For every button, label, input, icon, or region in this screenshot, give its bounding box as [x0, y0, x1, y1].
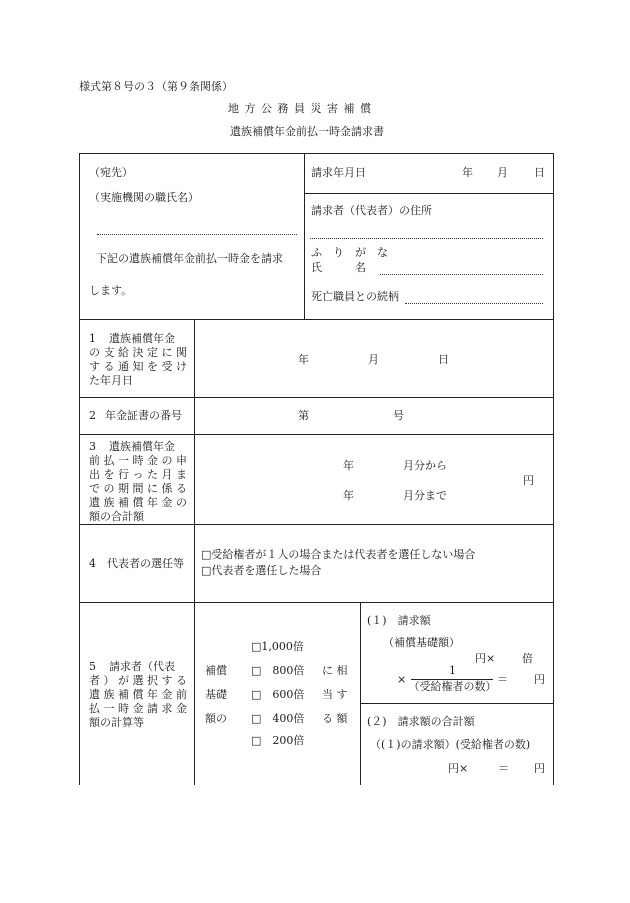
- row3-label-line2: 前払一時金の申: [89, 454, 187, 467]
- row2-dai: 第: [298, 409, 309, 422]
- row5-right-word-1: に 相: [322, 664, 348, 677]
- row1-label-line1: 遺族補償年金: [109, 332, 175, 345]
- row1-label-line2: の支給決定に関: [89, 346, 187, 359]
- row3-label-line4: での期間に係る: [89, 482, 187, 495]
- row4-number: 4: [89, 557, 96, 570]
- row1-day: 日: [438, 353, 449, 366]
- request-text-line1: 下記の遺族補償年金前払一時金を請求: [96, 252, 283, 265]
- row3-label-line5: 遺族補償年金の: [89, 496, 187, 509]
- sub1-label: (１) 請求額: [367, 614, 431, 627]
- sub2-label: (２) 請求額の合計額: [367, 715, 475, 728]
- row5-right-word-2: 当 す: [322, 688, 348, 701]
- row5-label-line4: 払一時金請求金: [89, 702, 187, 715]
- row5-label-line3: 遺族補償年金前: [89, 688, 187, 701]
- row2-number: 2: [89, 409, 96, 422]
- furigana-label: ふ り が な: [311, 246, 388, 259]
- claim-date-label: 請求年月日: [311, 166, 366, 179]
- relation-label: 死亡職員との続柄: [311, 290, 399, 303]
- row5-label-line2: 者）が選択する: [89, 674, 187, 687]
- row5-label-line1: 請求者（代表: [109, 660, 175, 673]
- row2-label: 年金証書の番号: [105, 409, 182, 422]
- sub2-formula: （(１)の請求額）(受給権者の数): [370, 738, 531, 751]
- sub1-numerator: 1: [449, 664, 456, 677]
- sub2-yen-times: 円×: [448, 762, 469, 775]
- sub1-yen: 円: [534, 673, 545, 686]
- row5-left-word-2: 基礎: [205, 688, 227, 701]
- sub2-equals: ＝: [498, 762, 509, 775]
- row3-yen: 円: [523, 474, 534, 487]
- form-title: 遺族補償年金前払一時金請求書: [230, 125, 384, 138]
- representative-option-selected[interactable]: □代表者を選任した場合: [201, 564, 322, 577]
- multiplier-option-200[interactable]: □ 200倍: [251, 734, 305, 747]
- row1-year: 年: [298, 353, 309, 366]
- multiplier-option-600[interactable]: □ 600倍: [251, 688, 305, 701]
- multiplier-option-1000[interactable]: □1,000倍: [251, 640, 304, 653]
- claim-date-year: 年: [462, 166, 473, 179]
- form-number: 様式第８号の３（第９条関係）: [79, 80, 233, 93]
- representative-option-none[interactable]: □受給権者が１人の場合または代表者を選任しない場合: [201, 548, 476, 561]
- sub1-bai: 倍: [522, 652, 533, 665]
- claim-date-month: 月: [497, 166, 508, 179]
- claimant-name-label: 氏 名: [311, 261, 366, 274]
- claim-date-day: 日: [534, 166, 545, 179]
- agency-name-field[interactable]: [97, 234, 297, 235]
- row3-number: 3: [89, 440, 96, 453]
- row3-to-month: 月分まで: [403, 489, 447, 502]
- claimant-address-label: 請求者（代表者）の住所: [311, 204, 432, 217]
- row1-number: 1: [89, 332, 96, 345]
- sub1-times: ×: [397, 673, 407, 686]
- row3-from-year: 年: [343, 459, 354, 472]
- row3-label-line3: 出を行った月ま: [89, 468, 187, 481]
- row1-label-line4: た年月日: [89, 374, 133, 387]
- claimant-address-field[interactable]: [310, 238, 543, 239]
- row5-left-word-3: 額の: [205, 712, 227, 725]
- row5-label-line5: 額の計算等: [89, 716, 144, 729]
- request-text-line2: します。: [89, 284, 133, 297]
- sub2-yen: 円: [534, 762, 545, 775]
- agency-name-label: （実施機関の職氏名）: [89, 191, 199, 204]
- sub1-base: （補償基礎額）: [383, 636, 460, 649]
- multiplier-option-800[interactable]: □ 800倍: [251, 664, 305, 677]
- row5-number: 5: [89, 660, 96, 673]
- row1-month: 月: [368, 353, 379, 366]
- row5-left-word-1: 補償: [205, 664, 227, 677]
- row2-go: 号: [393, 409, 404, 422]
- sub1-equals: ＝: [497, 673, 508, 686]
- row3-label-line1: 遺族補償年金: [109, 440, 175, 453]
- row3-to-year: 年: [343, 489, 354, 502]
- form-heading: 地 方 公 務 員 災 害 補 償: [228, 102, 372, 115]
- row5-right-word-3: る 額: [322, 712, 348, 725]
- sub1-denominator: （受給権者の数）: [408, 680, 497, 693]
- sub1-yen-times: 円×: [475, 652, 496, 665]
- multiplier-option-400[interactable]: □ 400倍: [251, 712, 305, 725]
- addressee-label: （宛先）: [89, 166, 133, 179]
- row3-from-month: 月分から: [403, 459, 447, 472]
- row1-label-line3: する通知を受け: [89, 360, 187, 373]
- claimant-name-field[interactable]: [380, 274, 543, 275]
- row3-label-line6: 額の合計額: [89, 510, 144, 523]
- relation-field[interactable]: [405, 303, 543, 304]
- row4-label: 代表者の選任等: [107, 557, 184, 570]
